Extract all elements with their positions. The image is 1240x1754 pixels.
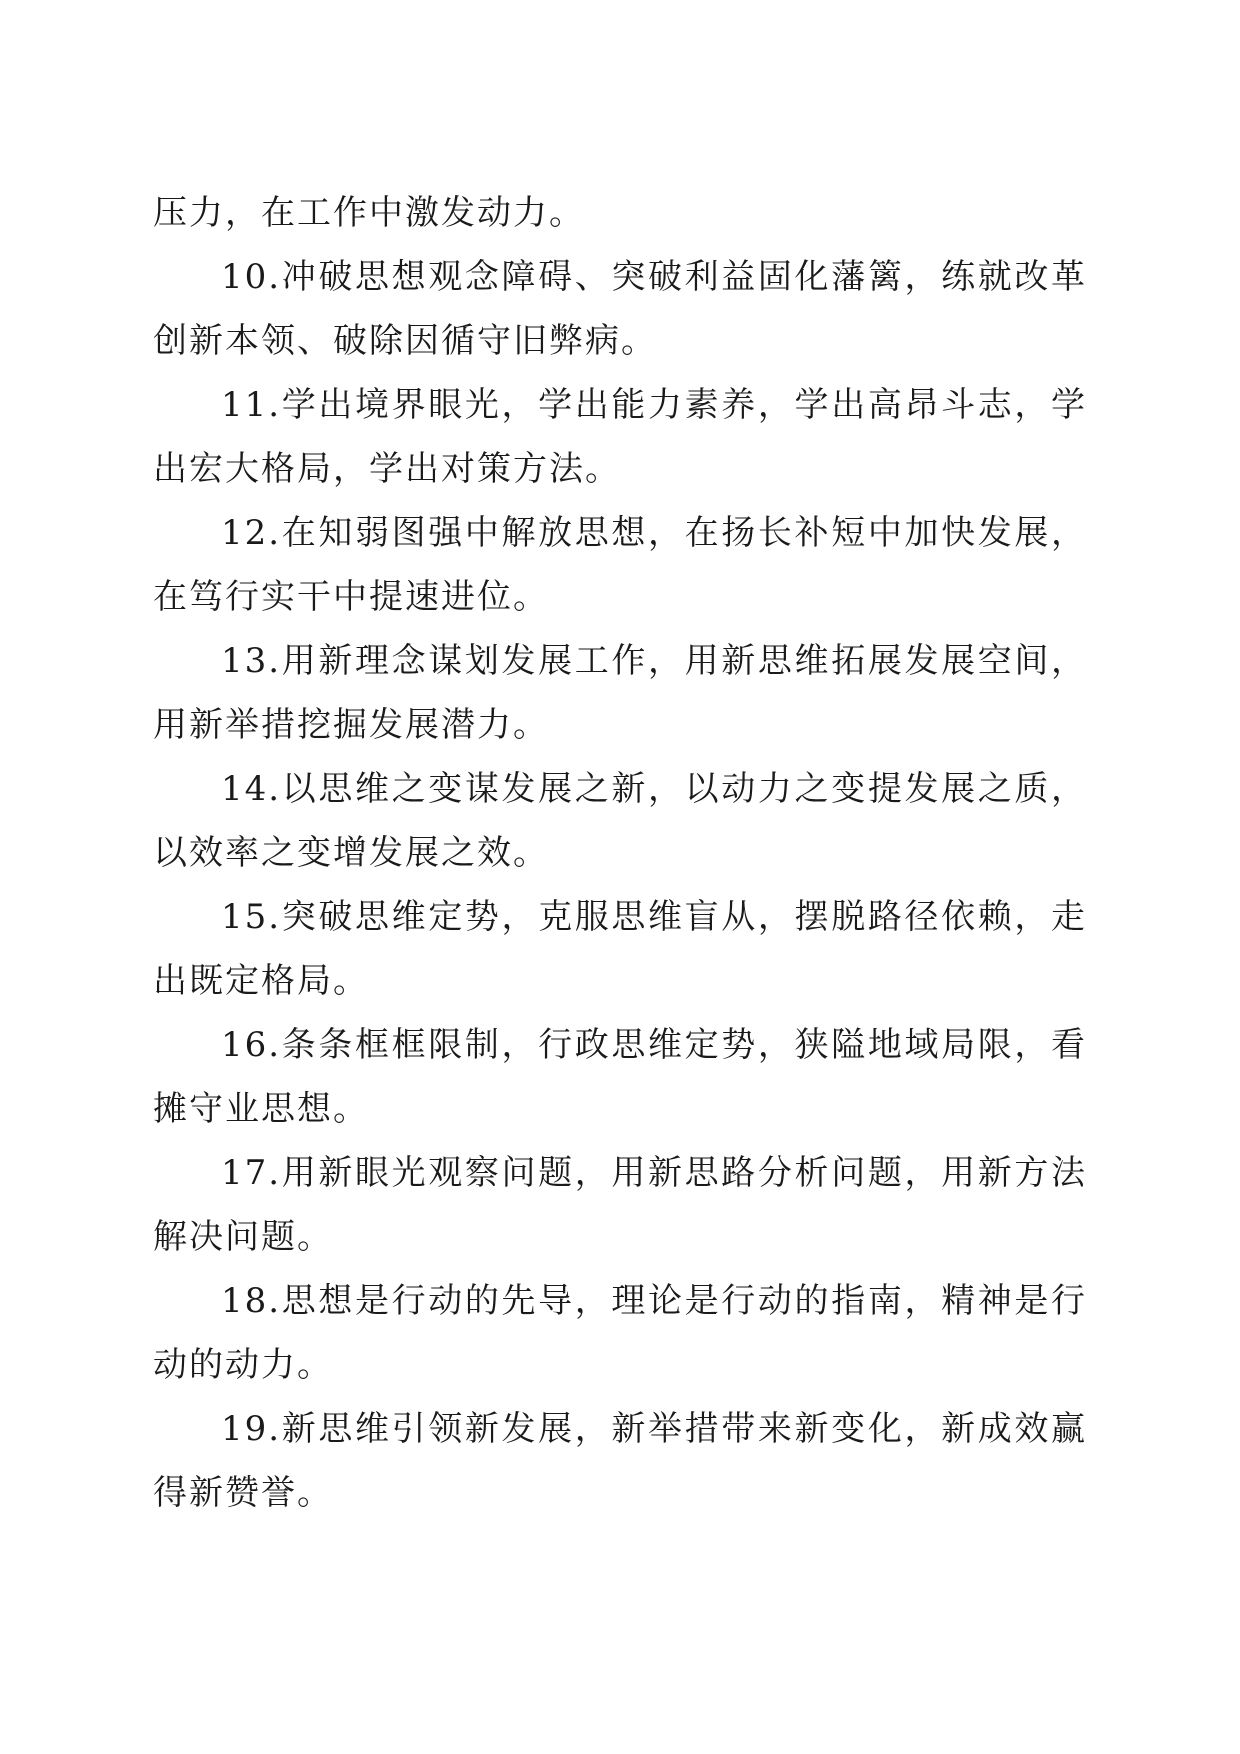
list-item-13: 13.用新理念谋划发展工作，用新思维拓展发展空间，用新举措挖掘发展潜力。 [153, 641, 1087, 745]
list-item-19: 19.新思维引领新发展，新举措带来新变化，新成效赢得新赞誉。 [153, 1409, 1087, 1513]
list-item-11: 11.学出境界眼光，学出能力素养，学出高昂斗志，学出宏大格局，学出对策方法。 [153, 385, 1087, 489]
list-item-18: 18.思想是行动的先导，理论是行动的指南，精神是行动的动力。 [153, 1281, 1087, 1385]
list-item-10: 10.冲破思想观念障碍、突破利益固化藩篱，练就改革创新本领、破除因循守旧弊病。 [153, 257, 1087, 361]
list-item-15: 15.突破思维定势，克服思维盲从，摆脱路径依赖，走出既定格局。 [153, 897, 1087, 1001]
list-item-12: 12.在知弱图强中解放思想，在扬长补短中加快发展，在笃行实干中提速进位。 [153, 513, 1087, 617]
list-item-16: 16.条条框框限制，行政思维定势，狭隘地域局限，看摊守业思想。 [153, 1025, 1087, 1129]
list-item-17: 17.用新眼光观察问题，用新思路分析问题，用新方法解决问题。 [153, 1153, 1087, 1257]
document-body [153, 181, 1087, 1525]
list-item-14: 14.以思维之变谋发展之新，以动力之变提发展之质，以效率之变增发展之效。 [153, 769, 1087, 873]
continuation-paragraph: 压力，在工作中激发动力。 [153, 193, 585, 233]
